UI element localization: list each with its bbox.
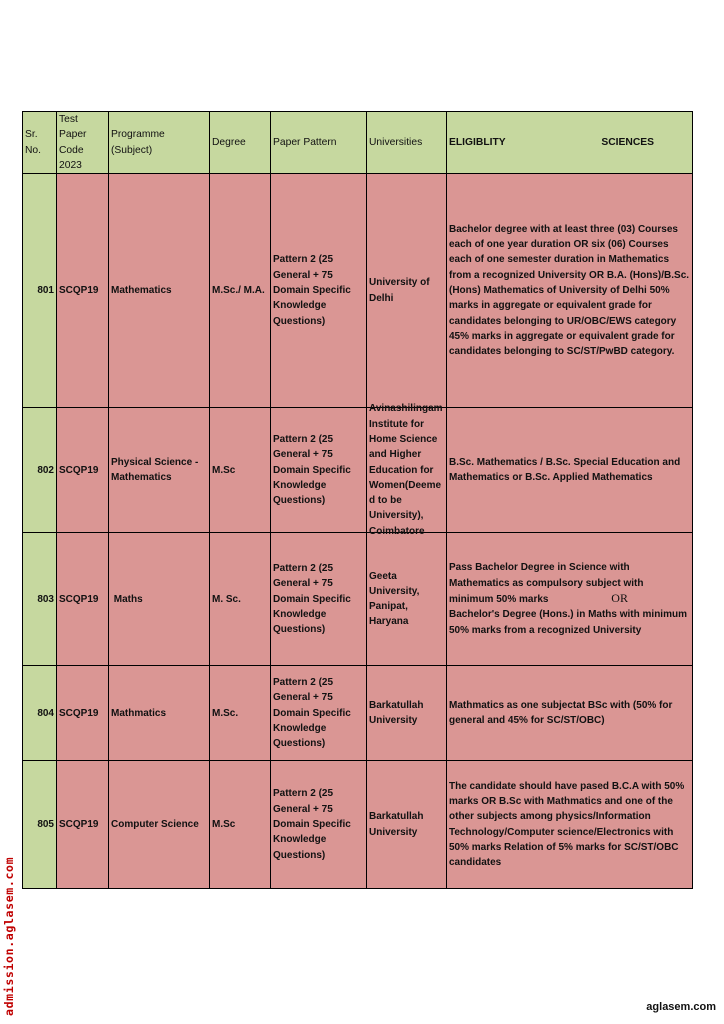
sr-no-cell: 804 bbox=[23, 666, 57, 761]
university-cell: University of Delhi bbox=[367, 174, 447, 408]
table-row bbox=[23, 761, 693, 889]
pattern-cell: Pattern 2 (25 General + 75 Domain Specific Knowledge Questions) bbox=[271, 174, 367, 408]
university-cell: Barkatullah University bbox=[367, 666, 447, 761]
side-watermark: admission.aglasem.com bbox=[2, 856, 16, 1016]
pattern-cell: Pattern 2 (25 General + 75 Domain Specific Knowledge Questions) bbox=[271, 533, 367, 666]
table-row bbox=[23, 533, 693, 666]
header-sr-no: Sr. No. bbox=[23, 112, 57, 174]
paper-code-cell: SCQP19 bbox=[57, 408, 109, 533]
header-programme: Programme (Subject) bbox=[109, 112, 210, 174]
eligibility-cell bbox=[447, 533, 693, 666]
university-cell bbox=[367, 403, 447, 537]
header-eligibility bbox=[447, 112, 693, 174]
programme-cell: Mathematics bbox=[109, 174, 210, 408]
paper-code-cell: SCQP19 bbox=[57, 666, 109, 761]
table-row bbox=[23, 174, 693, 408]
degree-cell: M.Sc./ M.A. bbox=[210, 174, 271, 408]
sr-no-cell: 801 bbox=[23, 174, 57, 408]
eligibility-cell: Mathmatics as one subjectat BSc with (50% for general and 45% for SC/ST/OBC) bbox=[447, 666, 693, 761]
header-universities: Universities bbox=[367, 112, 447, 174]
header-category-label: SCIENCES bbox=[601, 136, 654, 148]
eligibility-cell: Bachelor degree with at least three (03) Courses each of one year duration OR six (06) Courses each of one semester duration in Mathematics from a recognized University OR B.A. (Hons)/B.Sc. (Hons) Mathematics of University of Delhi 50% marks in aggregate or equivalent grade for candidates belonging to UR/OBC/EWS category 45% marks in aggregate or equivalent grade for candidates belonging to SC/ST/PwBD category. bbox=[447, 174, 693, 408]
eligibility-text-b: Bachelor's Degree (Hons.) in Maths with minimum 50% marks from a recognized University bbox=[449, 609, 687, 636]
pattern-cell: Pattern 2 (25 General + 75 Domain Specific Knowledge Questions) bbox=[271, 408, 367, 533]
sr-no-cell: 805 bbox=[23, 761, 57, 889]
eligibility-cell: B.Sc. Mathematics / B.Sc. Special Education and Mathematics or B.Sc. Applied Mathematics bbox=[447, 408, 693, 533]
paper-code-cell: SCQP19 bbox=[57, 761, 109, 889]
table-row bbox=[23, 666, 693, 761]
paper-code-cell: SCQP19 bbox=[57, 533, 109, 666]
programme-text: Maths bbox=[113, 593, 143, 605]
header-degree: Degree bbox=[210, 112, 271, 174]
table-row bbox=[23, 408, 693, 533]
degree-cell: M.Sc. bbox=[210, 666, 271, 761]
header-paper-pattern: Paper Pattern bbox=[271, 112, 367, 174]
sr-no-cell: 802 bbox=[23, 408, 57, 533]
header-eligibility-label: ELIGIBLITY bbox=[449, 136, 506, 148]
programme-cell: Physical Science - Mathematics bbox=[109, 408, 210, 533]
degree-cell: M. Sc. bbox=[210, 533, 271, 666]
degree-cell: M.Sc bbox=[210, 408, 271, 533]
eligibility-table bbox=[22, 111, 693, 889]
footer-site-label: aglasem.com bbox=[646, 1001, 716, 1013]
degree-cell: M.Sc bbox=[210, 761, 271, 889]
programme-cell bbox=[109, 533, 210, 666]
sr-no-cell: 803 bbox=[23, 533, 57, 666]
eligibility-or: OR bbox=[611, 591, 628, 606]
paper-code-cell: SCQP19 bbox=[57, 174, 109, 408]
university-text: Avinashilingam Institute for Home Science and Higher Education for Women(Deemed to be University), Coimbatore bbox=[369, 403, 443, 537]
programme-cell: Mathmatics bbox=[109, 666, 210, 761]
eligibility-cell: The candidate should have pased B.C.A with 50% marks OR B.Sc with Mathmatics and one of the other subjects among physics/Information Technology/Computer science/Electronics with 50% marks Relation of 5% marks for SC/ST/OBC candidates bbox=[447, 761, 693, 889]
pattern-cell: Pattern 2 (25 General + 75 Domain Specific Knowledge Questions) bbox=[271, 666, 367, 761]
eligibility-text-a: Pass Bachelor Degree in Science with Mathematics as compulsory subject with minimum 50% marks bbox=[449, 562, 644, 606]
university-cell: Barkatullah University bbox=[367, 761, 447, 889]
header-row bbox=[23, 112, 693, 174]
pattern-cell: Pattern 2 (25 General + 75 Domain Specific Knowledge Questions) bbox=[271, 761, 367, 889]
programme-cell: Computer Science bbox=[109, 761, 210, 889]
header-test-paper-code: Test Paper Code 2023 bbox=[57, 112, 109, 174]
university-cell: Geeta University, Panipat, Haryana bbox=[367, 533, 447, 666]
